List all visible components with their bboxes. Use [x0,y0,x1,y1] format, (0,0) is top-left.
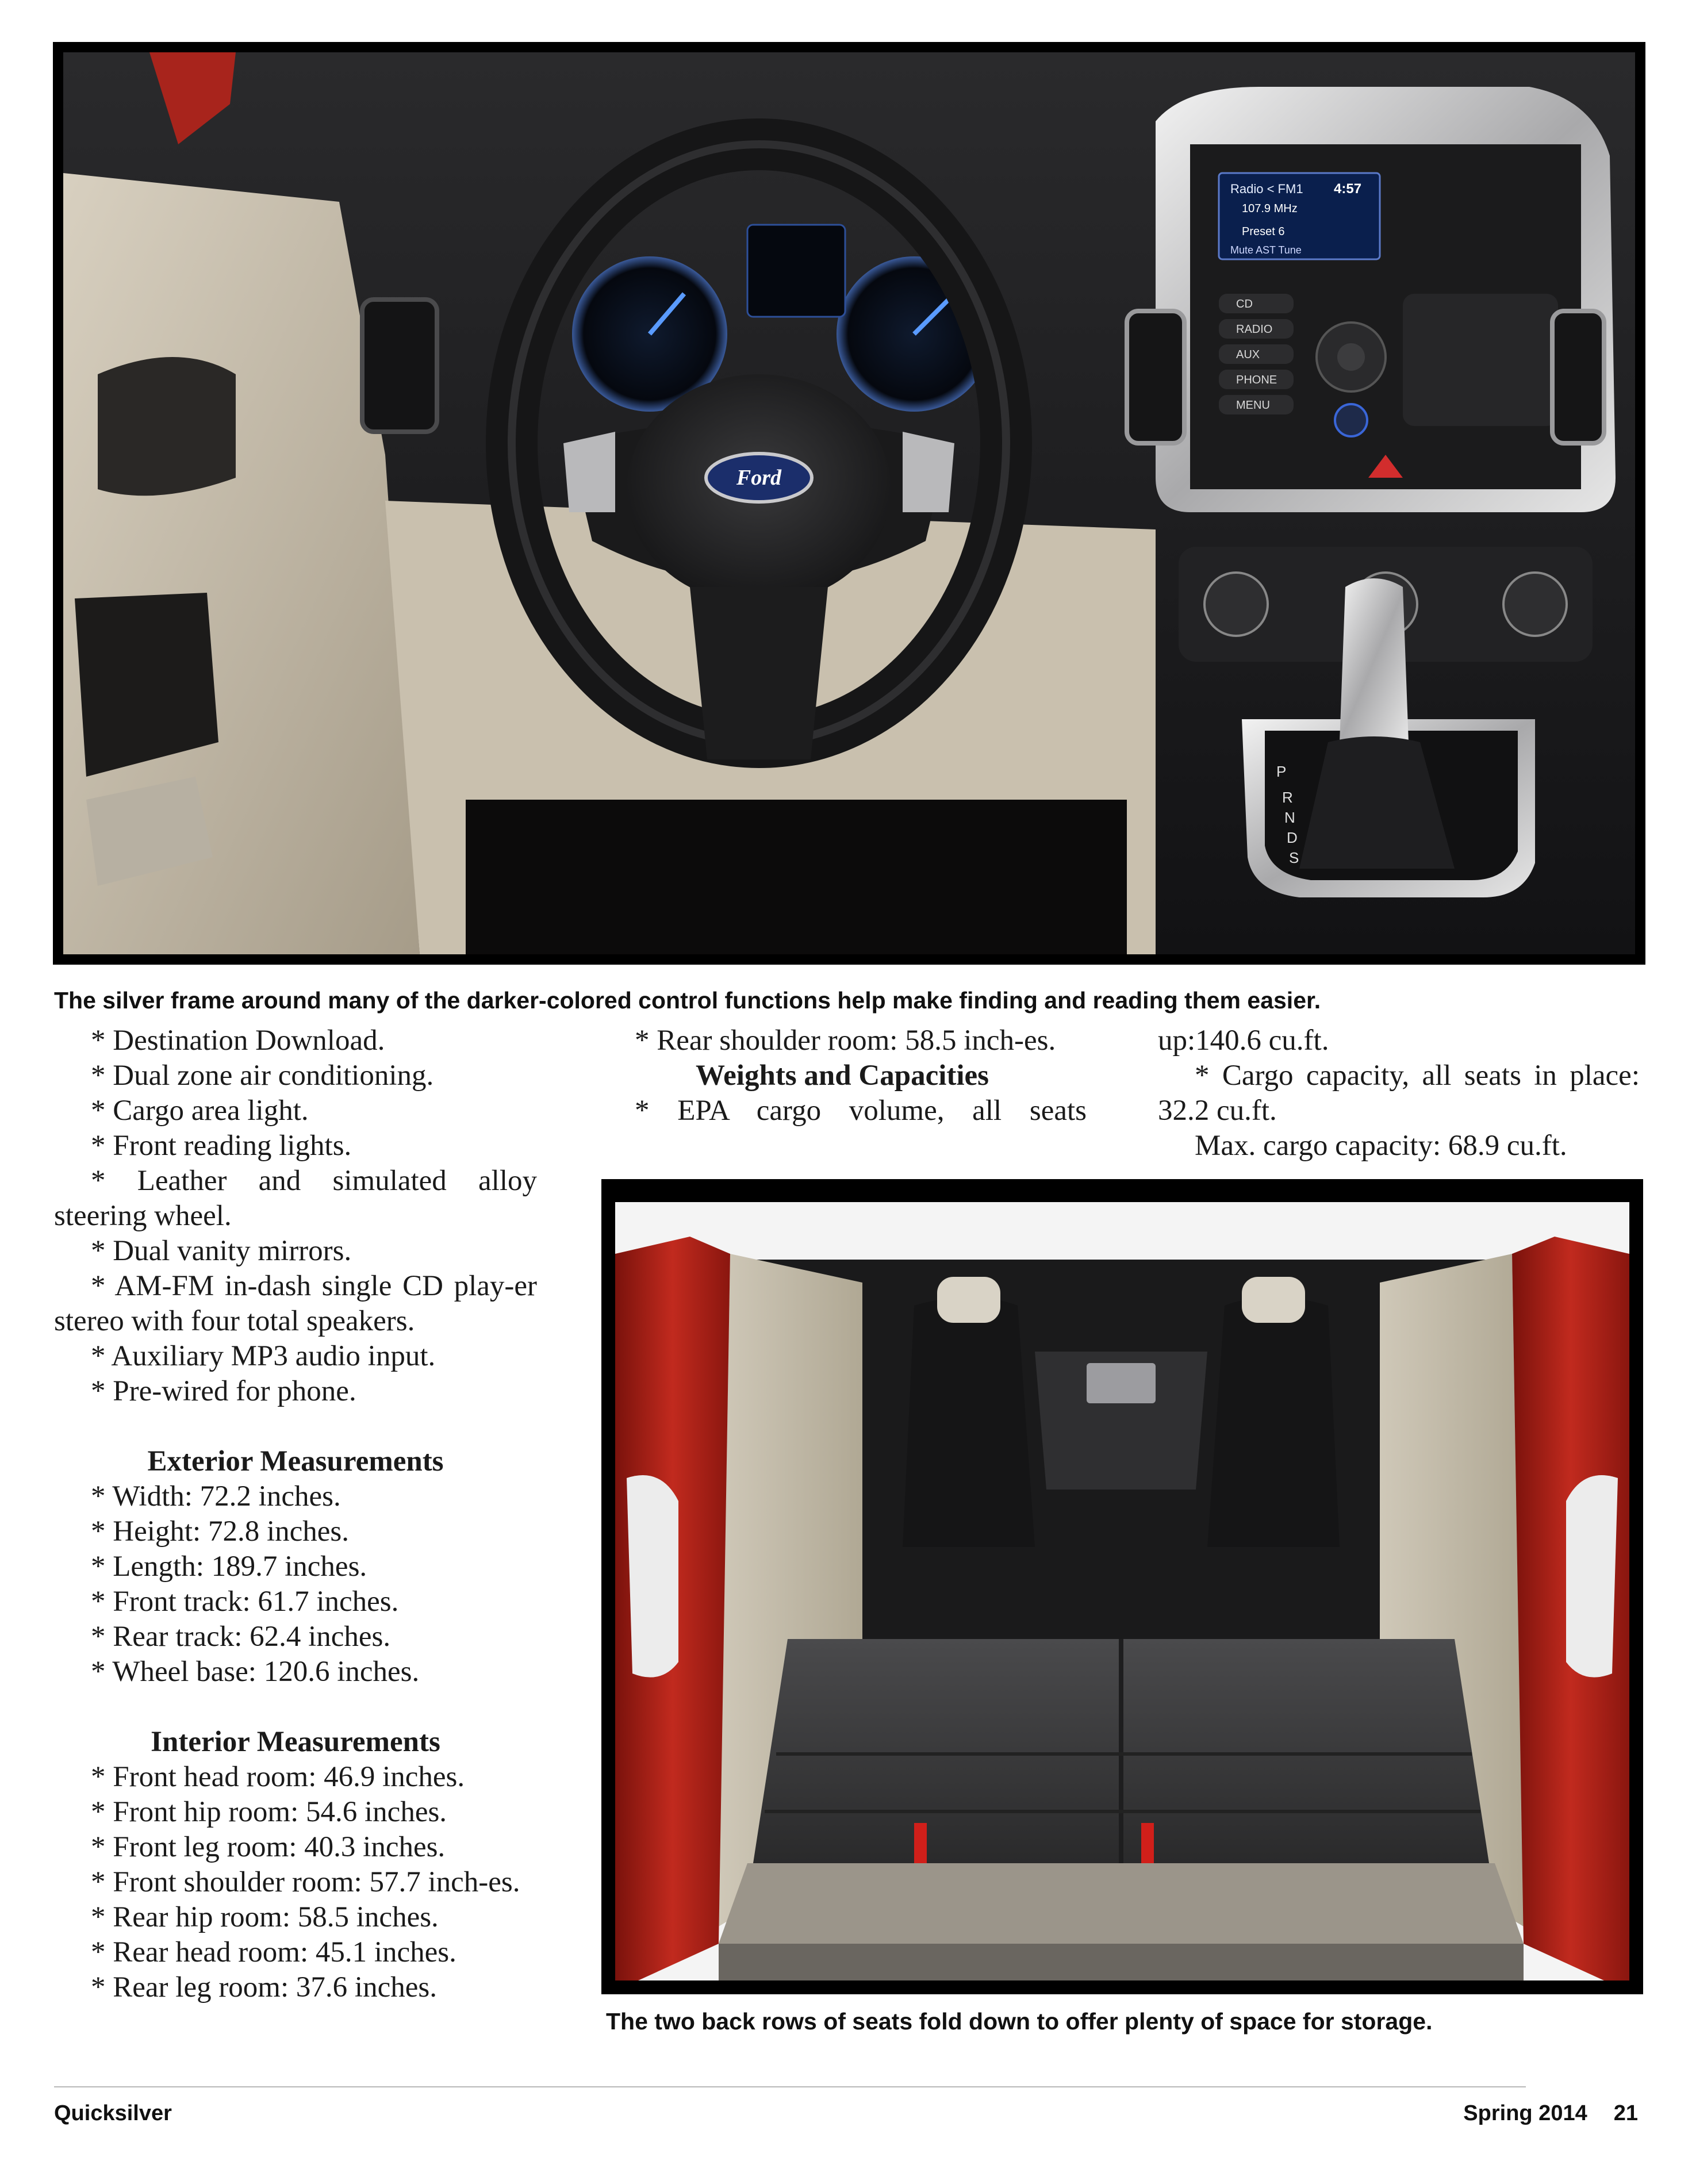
feature-item: * Cargo area light. [91,1095,309,1127]
gear-s: S [1289,849,1299,866]
exterior-item: * Wheel base: 120.6 inches. [91,1656,420,1688]
feature-item: * AM-FM in-dash single CD play-er stereo with four total speakers. [54,1270,537,1337]
console-cd-label: CD [1236,298,1253,310]
feature-item: * Pre-wired for phone. [91,1375,356,1407]
issue-label: Spring 2014 [1463,2101,1587,2125]
exterior-item: * Front track: 61.7 inches. [91,1586,399,1618]
epa-cargo-item: * EPA cargo volume, all seats [635,1095,1087,1127]
weights-column [598,1023,1087,1129]
feature-item: * Auxiliary MP3 audio input. [91,1340,436,1372]
page-number: 21 [1613,2101,1638,2125]
gear-d: D [1287,829,1298,846]
dashboard-illustration [63,52,1635,954]
radio-line-1: Radio < FM1 [1230,182,1303,196]
interior-heading: Interior Measurements [151,1726,440,1758]
footer-rule [54,2086,1526,2087]
interior-item: * Rear leg room: 37.6 inches. [91,1971,437,2003]
cargo-photo [601,1179,1643,1994]
cargo-caption: The two back rows of seats fold down to offer plenty of space for storage. [606,2008,1433,2035]
radio-line-3: Preset 6 [1242,225,1285,238]
dashboard-caption: The silver frame around many of the darker-colored control functions help make finding and reading them easier. [54,987,1321,1014]
console-aux-label: AUX [1236,348,1260,361]
console-radio-label: RADIO [1236,323,1273,336]
feature-item: * Leather and simulated alloy steering wheel. [54,1165,537,1232]
rear-shoulder-item: * Rear shoulder room: 58.5 inch-es. [635,1024,1056,1057]
interior-item: * Rear hip room: 58.5 inches. [91,1901,439,1933]
issue-and-page [1463,2099,1638,2127]
feature-item: * Destination Download. [91,1024,385,1057]
exterior-heading: Exterior Measurements [147,1445,444,1477]
console-phone-label: PHONE [1236,374,1277,386]
gear-n: N [1284,809,1295,826]
interior-item: * Rear head room: 45.1 inches. [91,1936,456,1968]
radio-line-2: 107.9 MHz [1242,202,1298,215]
exterior-item: * Length: 189.7 inches. [91,1550,367,1583]
capacity-column [1158,1023,1640,1164]
ford-logo: Ford [736,466,782,490]
cargo-illustration [615,1202,1629,1980]
feature-item: * Front reading lights. [91,1130,352,1162]
gear-r: R [1282,789,1293,806]
feature-item: * Dual vanity mirrors. [91,1235,352,1267]
epa-cargo-continued: up:140.6 cu.ft. [1158,1024,1329,1057]
exterior-item: * Height: 72.8 inches. [91,1515,350,1548]
features-column [54,1023,537,2005]
interior-item: * Front leg room: 40.3 inches. [91,1831,446,1863]
interior-item: * Front head room: 46.9 inches. [91,1761,465,1793]
exterior-item: * Rear track: 62.4 inches. [91,1621,391,1653]
publication-name: Quicksilver [54,2101,172,2125]
radio-time: 4:57 [1334,181,1362,197]
interior-item: * Front hip room: 54.6 inches. [91,1796,447,1828]
weights-heading: Weights and Capacities [695,1060,989,1092]
console-menu-label: MENU [1236,399,1270,412]
gear-p: P [1276,763,1287,780]
dashboard-photo [53,42,1645,965]
max-cargo-item: Max. cargo capacity: 68.9 cu.ft. [1195,1130,1567,1162]
radio-line-4: Mute AST Tune [1230,244,1302,256]
feature-item: * Dual zone air conditioning. [91,1060,434,1092]
interior-item: * Front shoulder room: 57.7 inch-es. [91,1866,520,1898]
exterior-item: * Width: 72.2 inches. [91,1480,341,1513]
cargo-capacity-item: * Cargo capacity, all seats in place: 32.2 cu.ft. [1158,1060,1640,1127]
